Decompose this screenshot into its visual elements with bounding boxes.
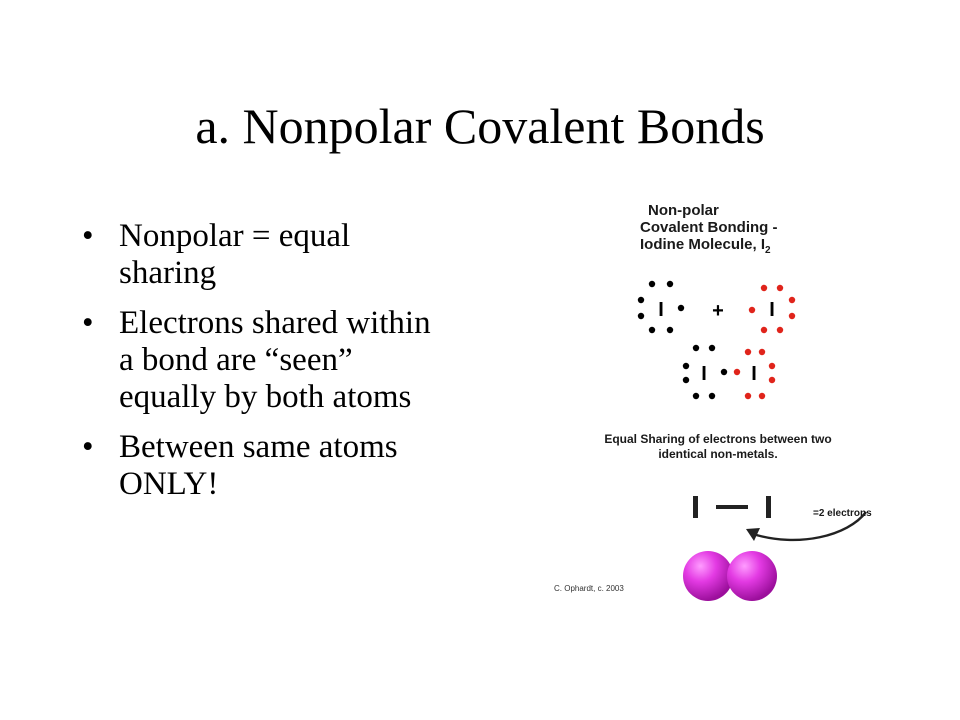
- shared-electron-dots: [683, 345, 775, 399]
- caption-line: Equal Sharing of electrons between two: [604, 432, 832, 446]
- bullet-marker: •: [82, 429, 94, 465]
- iodine-sphere: [683, 551, 733, 601]
- subscript: 2: [765, 245, 771, 256]
- figure-caption: [568, 432, 868, 462]
- figure-title-line: Covalent Bonding -: [640, 219, 778, 236]
- bullet-text: Nonpolar = equal sharing: [119, 218, 351, 291]
- slide-title: a. Nonpolar Covalent Bonds: [195, 98, 765, 154]
- figure-credit: C. Ophardt, c. 2003: [554, 584, 624, 593]
- iodine-sphere: [727, 551, 777, 601]
- space-filling-molecule: [683, 551, 777, 601]
- bullet-text: Between same atoms ONLY!: [119, 429, 398, 502]
- atom-symbol: I: [658, 299, 664, 321]
- figure-title-text: Iodine Molecule, I: [640, 236, 766, 253]
- left-iodine-atom: [638, 281, 684, 333]
- bullet-item: [82, 305, 442, 416]
- bond-electron-label: =2 electrons: [813, 508, 872, 519]
- bullet-text: Electrons shared within a bond are “seen” equally by both atoms: [119, 305, 431, 415]
- bullet-list: [82, 218, 442, 516]
- iodine-bonding-figure: [548, 196, 890, 616]
- figure-title-line: Non-polar: [648, 202, 719, 219]
- atom-symbol: I: [769, 299, 775, 321]
- lewis-structure-diagram: [548, 196, 890, 616]
- figure-title: [640, 202, 778, 259]
- bullet-item: [82, 429, 442, 503]
- plus-sign: +: [712, 300, 724, 322]
- bullet-item: [82, 218, 442, 292]
- bullet-marker: •: [82, 305, 94, 341]
- bullet-marker: •: [82, 218, 94, 254]
- right-iodine-atom: [749, 285, 795, 333]
- atom-symbol: I: [751, 363, 757, 385]
- figure-title-line: [640, 236, 778, 259]
- caption-line: identical non-metals.: [658, 447, 778, 461]
- iodine-molecule-lewis: [683, 345, 775, 399]
- atom-symbol: I: [701, 363, 707, 385]
